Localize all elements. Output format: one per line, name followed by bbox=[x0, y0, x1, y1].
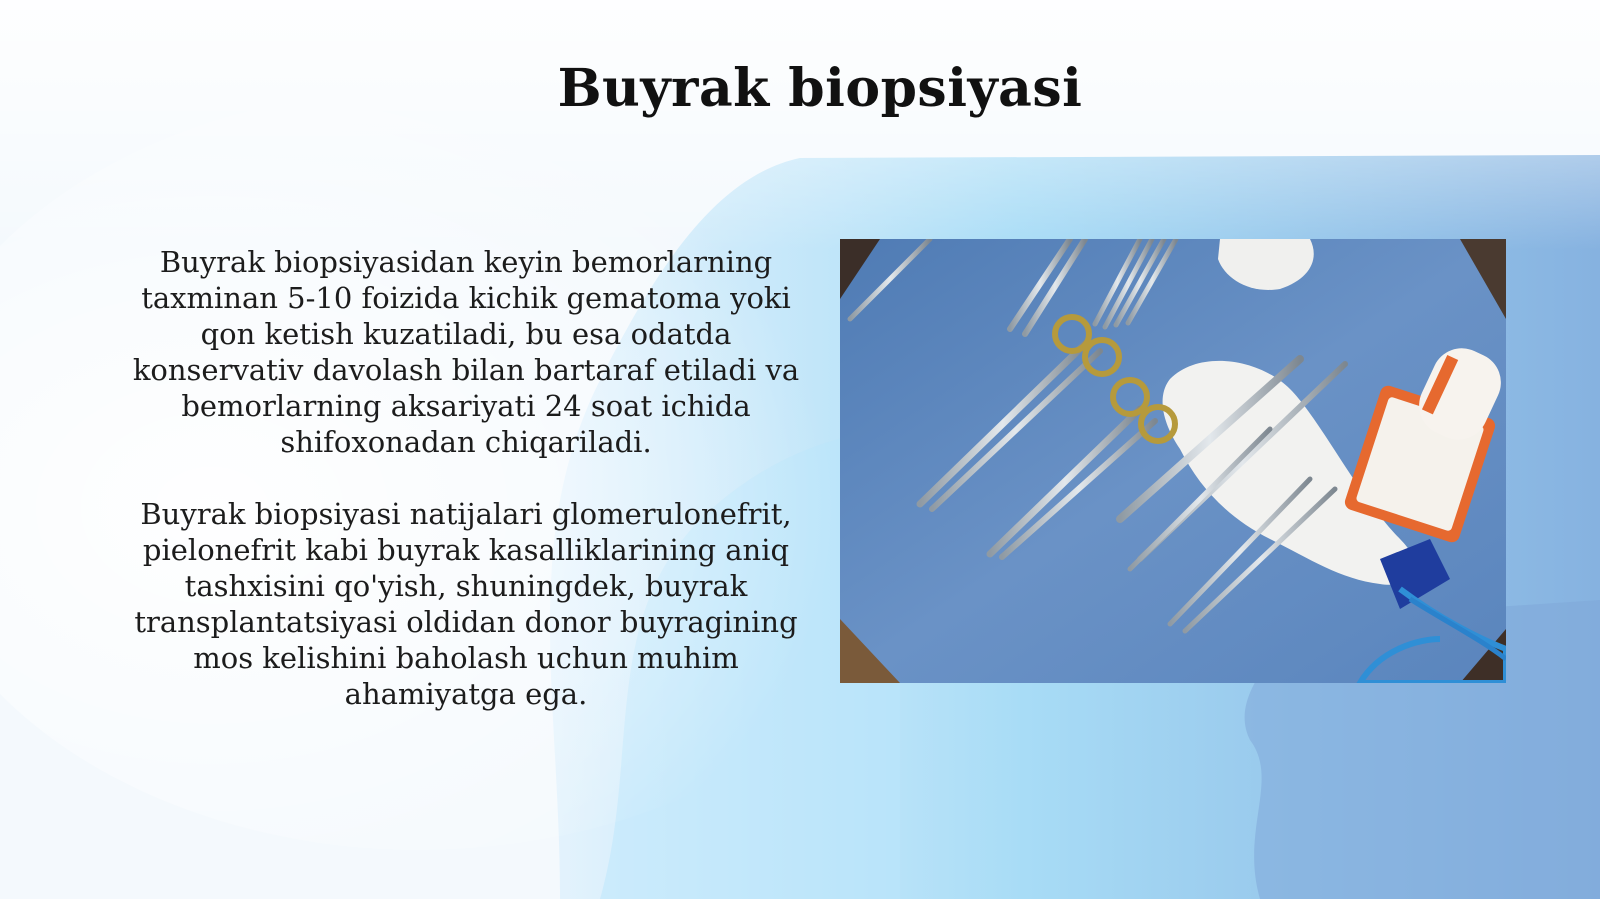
paragraph-complications: Buyrak biopsiyasidan keyin bemorlarning taxminan 5-10 foizida kichik gematoma yoki qon ketish kuzatiladi, bu esa odatda konservativ davolash bilan bartaraf etiladi va bemorlarning aksariyati 24 soat ichida shifoxonadan chiqariladi. bbox=[132, 245, 800, 459]
slide-title: Buyrak biopsiyasi bbox=[557, 58, 1083, 119]
paragraph-diagnosis: Buyrak biopsiyasi natijalari glomerulonefrit, pielonefrit kabi buyrak kasalliklarining aniq tashxisini qo'yish, shuningdek, buyrak transplantatsiyasi oldidan donor buyragining mos kelishini baholash uchun muhim ahamiyatga ega. bbox=[134, 497, 798, 711]
surgical-instruments-image bbox=[840, 239, 1506, 683]
surgical-instruments-photo bbox=[840, 239, 1506, 683]
body-text bbox=[112, 244, 820, 748]
